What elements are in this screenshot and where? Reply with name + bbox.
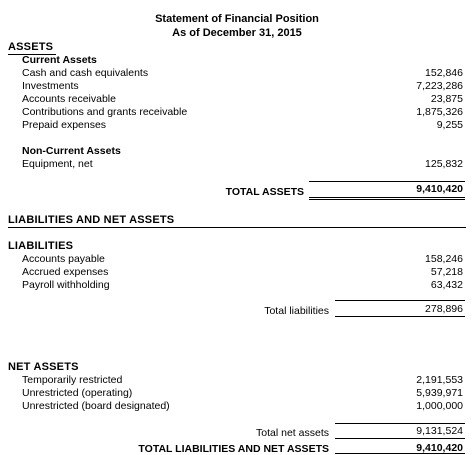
liabilities-net-assets-rule xyxy=(8,227,466,228)
line-item-value: 158,246 xyxy=(425,253,463,265)
liabilities-heading: LIABILITIES xyxy=(8,240,74,252)
statement-title: Statement of Financial Position xyxy=(155,13,319,25)
line-item-label: Contributions and grants receivable xyxy=(22,106,188,118)
total-net-assets-bottom-rule xyxy=(335,438,465,439)
line-item-value: 23,875 xyxy=(430,93,463,105)
line-item-label: Prepaid expenses xyxy=(22,119,107,131)
line-item-label: Equipment, net xyxy=(22,158,93,170)
line-item-value: 5,939,971 xyxy=(416,387,463,399)
line-item-value: 125,832 xyxy=(425,158,463,170)
line-item-label: Payroll withholding xyxy=(22,279,110,291)
net-assets-heading: NET ASSETS xyxy=(8,361,79,373)
liabilities-net-assets-heading: LIABILITIES AND NET ASSETS xyxy=(8,214,175,226)
total-liabilities-label: Total liabilities xyxy=(264,305,329,317)
assets-heading: ASSETS xyxy=(8,41,54,53)
line-item-label: Unrestricted (operating) xyxy=(22,387,133,399)
total-liabilities-top-rule xyxy=(335,300,465,301)
total-net-assets-label: Total net assets xyxy=(256,427,329,439)
line-item-label: Investments xyxy=(22,80,79,92)
grand-total-bottom-rule xyxy=(335,453,465,454)
line-item-label: Temporarily restricted xyxy=(22,374,123,386)
grand-total-label: TOTAL LIABILITIES AND NET ASSETS xyxy=(138,443,329,455)
line-item-value: 2,191,553 xyxy=(416,374,463,386)
total-net-assets-value: 9,131,524 xyxy=(416,425,463,437)
line-item-label: Accrued expenses xyxy=(22,266,109,278)
total-liabilities-value: 278,896 xyxy=(425,303,463,315)
statement-date: As of December 31, 2015 xyxy=(172,27,302,39)
line-item-label: Accounts receivable xyxy=(22,93,116,105)
total-assets-value: 9,410,420 xyxy=(416,183,463,195)
current-assets-heading: Current Assets xyxy=(22,54,97,66)
grand-total-value: 9,410,420 xyxy=(416,442,463,454)
noncurrent-assets-heading: Non-Current Assets xyxy=(22,145,121,157)
line-item-label: Unrestricted (board designated) xyxy=(22,400,170,412)
line-item-value: 9,255 xyxy=(436,119,463,131)
line-item-value: 7,223,286 xyxy=(416,80,463,92)
total-net-assets-top-rule xyxy=(335,423,465,424)
total-assets-double-rule xyxy=(309,199,465,200)
line-item-value: 1,875,326 xyxy=(416,106,463,118)
total-assets-label: TOTAL ASSETS xyxy=(225,186,304,198)
total-assets-bottom-rule xyxy=(309,197,465,198)
line-item-value: 57,218 xyxy=(430,266,463,278)
line-item-value: 63,432 xyxy=(430,279,463,291)
line-item-value: 152,846 xyxy=(425,67,463,79)
total-liabilities-bottom-rule xyxy=(335,316,465,317)
line-item-value: 1,000,000 xyxy=(416,400,463,412)
total-assets-top-rule xyxy=(309,181,465,182)
line-item-label: Cash and cash equivalents xyxy=(22,67,149,79)
line-item-label: Accounts payable xyxy=(22,253,105,265)
